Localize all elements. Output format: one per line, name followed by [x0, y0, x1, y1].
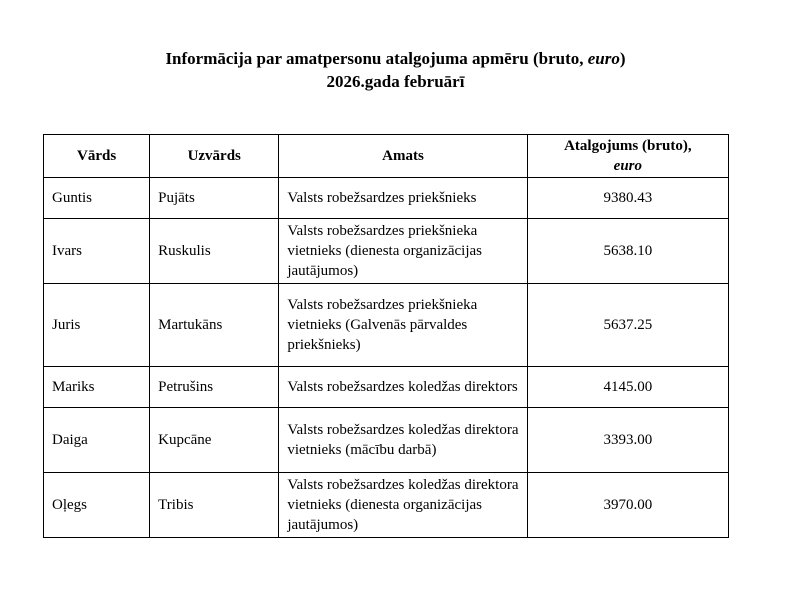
table-row [44, 219, 729, 284]
cell-position: Valsts robežsardzes koledžas direktora vietnieks (dienesta organizācijas jautājumos) [279, 473, 527, 538]
cell-position: Valsts robežsardzes koledžas direktors [279, 367, 527, 408]
cell-position: Valsts robežsardzes priekšnieka vietnieks (Galvenās pārvaldes priekšnieks) [279, 284, 527, 367]
cell-salary: 9380.43 [527, 178, 728, 219]
cell-salary: 5637.25 [527, 284, 728, 367]
cell-position: Valsts robežsardzes koledžas direktora vietnieks (mācību darbā) [279, 408, 527, 473]
cell-last-name: Pujāts [150, 178, 279, 219]
header-position: Amats [279, 135, 527, 178]
cell-first-name: Ivars [44, 219, 150, 284]
cell-first-name: Juris [44, 284, 150, 367]
salary-table [43, 134, 729, 538]
table-row [44, 367, 729, 408]
table-row [44, 408, 729, 473]
cell-last-name: Martukāns [150, 284, 279, 367]
cell-last-name: Ruskulis [150, 219, 279, 284]
title-line-2: 2026.gada februārī [326, 72, 465, 91]
title-line-1-text: Informācija par amatpersonu atalgojuma apmēru (bruto, [165, 49, 588, 68]
table-row [44, 473, 729, 538]
cell-salary: 3393.00 [527, 408, 728, 473]
cell-salary: 4145.00 [527, 367, 728, 408]
table-row [44, 284, 729, 367]
header-salary-currency: euro [613, 158, 643, 174]
cell-first-name: Oļegs [44, 473, 150, 538]
header-salary-label: Atalgojums (bruto), [564, 138, 692, 154]
table-row [44, 178, 729, 219]
header-salary [527, 135, 728, 178]
cell-first-name: Guntis [44, 178, 150, 219]
cell-position: Valsts robežsardzes priekšnieks [279, 178, 527, 219]
document-title [0, 47, 791, 93]
cell-last-name: Kupcāne [150, 408, 279, 473]
cell-last-name: Petrušins [150, 367, 279, 408]
cell-salary: 3970.00 [527, 473, 728, 538]
table-header-row [44, 135, 729, 178]
cell-salary: 5638.10 [527, 219, 728, 284]
header-first-name: Vārds [44, 135, 150, 178]
cell-last-name: Tribis [150, 473, 279, 538]
cell-position: Valsts robežsardzes priekšnieka vietnieks (dienesta organizācijas jautājumos) [279, 219, 527, 284]
cell-first-name: Daiga [44, 408, 150, 473]
title-currency: euro [587, 49, 620, 68]
title-line-1 [0, 47, 791, 70]
cell-first-name: Mariks [44, 367, 150, 408]
title-line-1-close: ) [619, 49, 626, 68]
header-last-name: Uzvārds [150, 135, 279, 178]
